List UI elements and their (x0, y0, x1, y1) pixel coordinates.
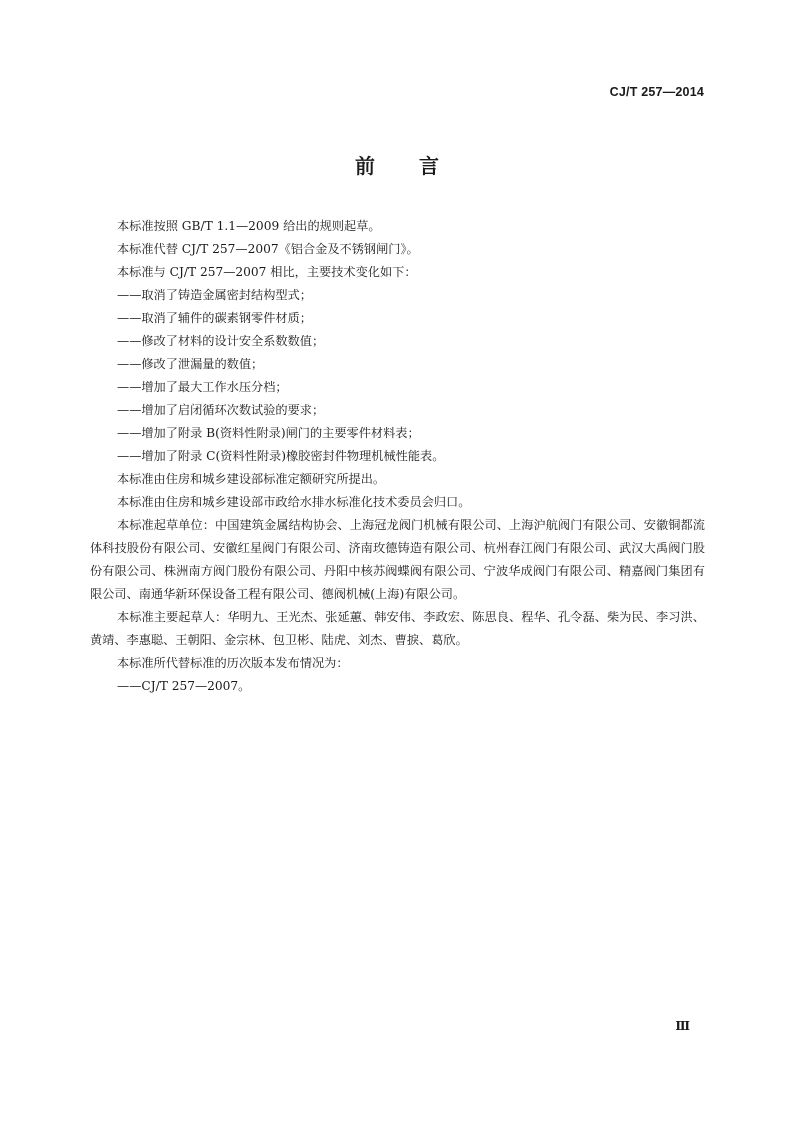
paragraph-centralized-by: 本标准由住房和城乡建设部市政给水排水标准化技术委员会归口。 (117, 495, 471, 509)
paragraph-changes-intro: 本标准与 CJ/T 257—2007 相比，主要技术变化如下： (117, 265, 417, 279)
change-item: ——取消了铸造金属密封结构型式； (117, 288, 312, 302)
change-item: ——增加了附录 C(资料性附录)橡胶密封件物理机械性能表。 (117, 449, 445, 463)
paragraph-proposed-by: 本标准由住房和城乡建设部标准定额研究所提出。 (117, 472, 386, 486)
paragraph-drafting-rules: 本标准按照 GB/T 1.1—2009 给出的规则起草。 (117, 219, 381, 233)
change-item: ——修改了泄漏量的数值； (117, 357, 264, 371)
change-item: ——增加了启闭循环次数试验的要求； (117, 403, 325, 417)
change-item: ——增加了最大工作水压分档； (117, 380, 288, 394)
paragraph-drafters: 本标准主要起草人：华明九、王光杰、张延蕙、韩安伟、李政宏、陈思良、程华、孔令磊、柴为民、李习洪、黄靖、李惠聪、王朝阳、金宗林、包卫彬、陆虎、刘杰、曹捩、葛欣。 (90, 610, 705, 647)
change-item: ——修改了材料的设计安全系数数值； (117, 334, 325, 348)
paragraph-replaces: 本标准代替 CJ/T 257—2007《铝合金及不锈钢闸门》。 (117, 242, 419, 256)
paragraph-drafting-units: 本标准起草单位：中国建筑金属结构协会、上海冠龙阀门机械有限公司、上海沪航阀门有限公司、安徽铜都流体科技股份有限公司、安徽红星阀门有限公司、济南玫德铸造有限公司、杭州春江阀门有限公司、武汉大禹阀门股份有限公司、株洲南方阀门股份有限公司、丹阳中核苏阀蝶阀有限公司、宁波华成阀门有限公司、精嘉阀门集团有限公司、南通华新环保设备工程有限公司、德阀机械(上海)有限公司。 (90, 518, 705, 601)
standard-code: CJ/T 257—2014 (609, 85, 704, 99)
foreword-body (90, 215, 705, 698)
history-item: ——CJ/T 257—2007。 (117, 679, 251, 693)
paragraph-history-intro: 本标准所代替标准的历次版本发布情况为： (117, 656, 349, 670)
page-title: 前言 (355, 154, 483, 178)
page-number: Ⅲ (675, 1019, 690, 1033)
change-item: ——取消了辅件的碳素钢零件材质； (117, 311, 312, 325)
change-item: ——增加了附录 B(资料性附录)闸门的主要零件材料表； (117, 426, 420, 440)
